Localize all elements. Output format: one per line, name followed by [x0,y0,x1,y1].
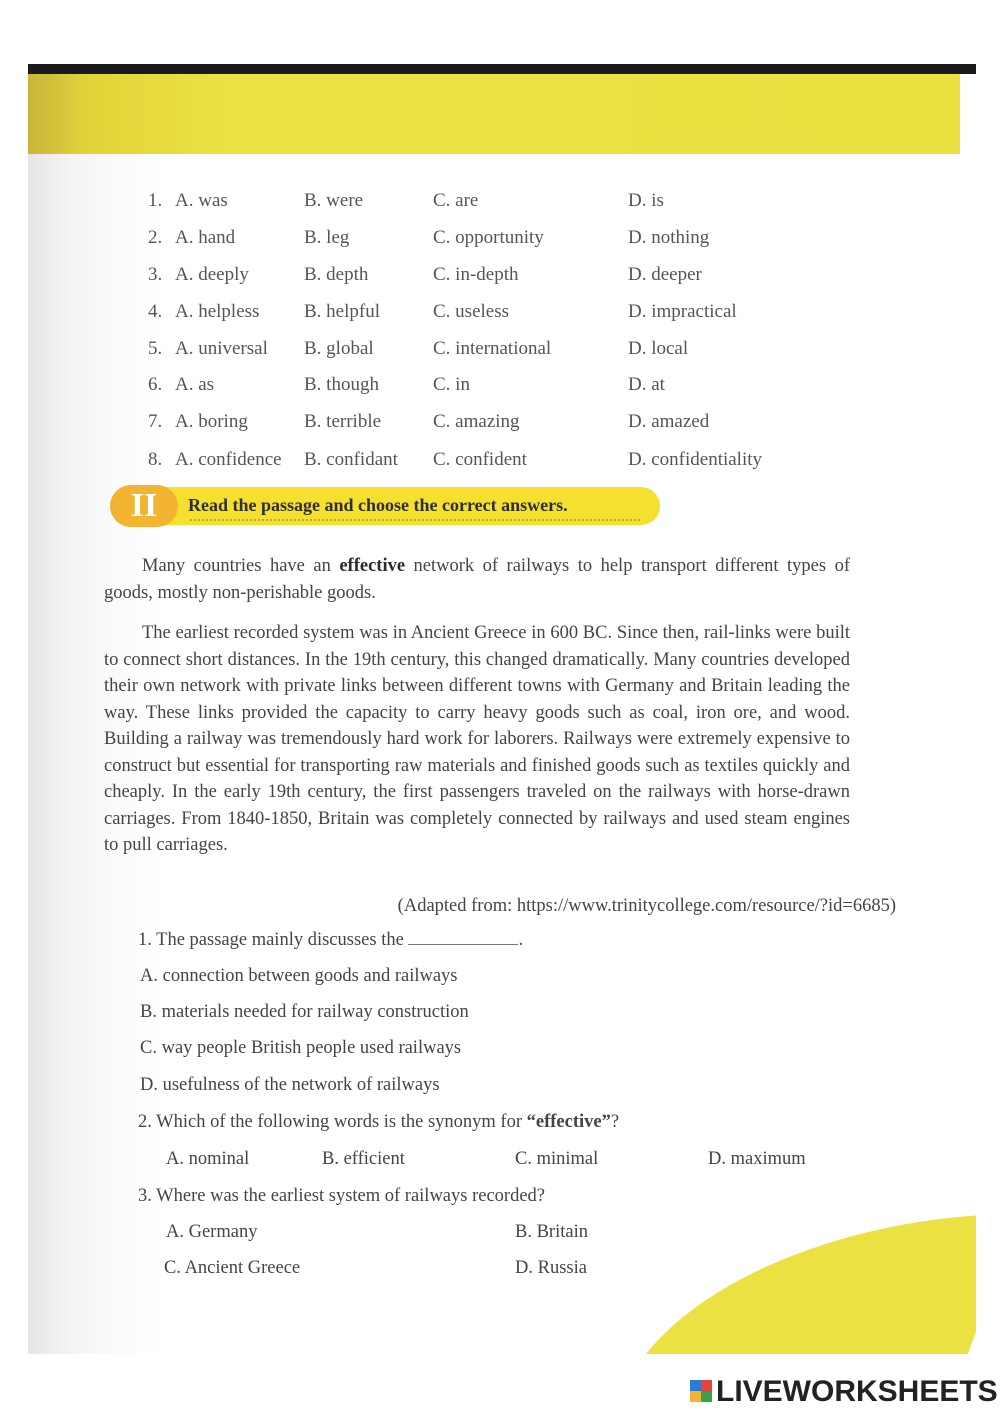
liveworksheets-logo-icon [690,1380,712,1402]
question-1-stem [138,930,523,951]
option-b[interactable]: B. confidant [304,449,398,470]
question-3-option-a[interactable]: A. Germany [166,1222,258,1242]
option-a[interactable]: A. confidence [175,449,282,470]
question-3-option-c[interactable]: C. Ancient Greece [164,1258,301,1278]
option-c[interactable]: C. useless [433,301,509,322]
option-a[interactable]: A. as [175,374,215,395]
question-3-stem: 3. Where was the earliest system of railways recorded? [138,1186,546,1206]
option-c[interactable]: C. amazing [433,411,520,432]
passage-text: Many countries have an [142,556,340,576]
option-b[interactable]: B. leg [304,227,350,248]
option-b[interactable]: B. depth [304,264,369,285]
item-number: 7. [148,411,163,432]
option-d[interactable]: D. impractical [628,301,737,322]
option-a[interactable]: A. was [175,190,228,211]
option-d[interactable]: D. nothing [628,227,710,248]
item-number: 4. [148,301,163,322]
option-a[interactable]: A. hand [175,227,236,248]
question-text: 2. Which of the following words is the synonym for [138,1112,527,1132]
item-number: 8. [148,449,163,470]
option-c[interactable]: C. international [433,338,552,359]
section-banner [110,487,660,525]
option-c[interactable]: C. confident [433,449,527,470]
bottom-decoration [623,1214,976,1354]
item-number: 1. [148,190,163,211]
option-c[interactable]: C. opportunity [433,227,544,248]
passage-paragraph-1 [104,553,850,606]
header-band [28,74,960,154]
question-bold-word: “effective” [526,1112,611,1132]
passage-bold-word: effective [339,556,406,576]
answer-blank[interactable] [408,930,518,945]
question-1-option-c[interactable]: C. way people British people used railways [140,1038,462,1058]
question-1-option-d[interactable]: D. usefulness of the network of railways [140,1075,440,1095]
question-2-option-c[interactable]: C. minimal [515,1149,599,1169]
question-2-option-a[interactable]: A. nominal [166,1149,250,1169]
passage-paragraph-2: The earliest recorded system was in Ancient Greece in 600 BC. Since then, rail-links were built to connect short distances. In the 19th century, this changed dramatically. Many countries developed their own network with private links between different towns with Germany and Britain leading the way. These links provided the capacity to carry heavy goods such as coal, iron ore, and wood. Building a railway was tremendously hard work for laborers. Railways were extremely expensive to construct but essential for transporting raw materials and finished goods such as textiles quickly and cheaply. In the early 19th century, the first passengers traveled on the railways with horse-drawn carriages. From 1840-1850, Britain was completely connected by railways and used steam engines to pull carriages. [104,623,850,855]
passage-source: (Adapted from: https://www.trinitycollege.com/resource/?id=6685) [397,896,896,916]
option-b[interactable]: B. helpful [304,301,380,322]
section-badge: II [110,485,178,527]
item-number: 3. [148,264,163,285]
option-a[interactable]: A. deeply [175,264,249,285]
option-d[interactable]: D. at [628,374,665,395]
option-d[interactable]: D. deeper [628,264,702,285]
top-rule [28,64,976,74]
item-number: 2. [148,227,163,248]
option-d[interactable]: D. amazed [628,411,710,432]
passage-text: network of railways to help transport different types of goods, mostly non-perishable goods. [104,556,850,603]
item-number: 5. [148,338,163,359]
option-b[interactable]: B. terrible [304,411,382,432]
option-c[interactable]: C. are [433,190,479,211]
option-a[interactable]: A. helpless [175,301,260,322]
question-3-option-d[interactable]: D. Russia [515,1258,587,1278]
question-2-option-d[interactable]: D. maximum [708,1149,806,1169]
option-b[interactable]: B. though [304,374,379,395]
option-c[interactable]: C. in [433,374,470,395]
question-3-option-b[interactable]: B. Britain [515,1222,588,1242]
item-number: 6. [148,374,163,395]
option-b[interactable]: B. global [304,338,374,359]
option-b[interactable]: B. were [304,190,364,211]
option-c[interactable]: C. in-depth [433,264,519,285]
option-d[interactable]: D. local [628,338,689,359]
question-2-option-b[interactable]: B. efficient [322,1149,405,1169]
question-text: 1. The passage mainly discusses the [138,930,404,950]
option-d[interactable]: D. confidentiality [628,449,763,470]
option-a[interactable]: A. universal [175,338,268,359]
option-d[interactable]: D. is [628,190,664,211]
question-2-stem [138,1112,619,1133]
section-instruction: Read the passage and choose the correct answers. [188,495,568,515]
banner-dotted-rule [190,519,640,521]
question-end: . [518,930,524,950]
option-a[interactable]: A. boring [175,411,248,432]
question-1-option-a[interactable]: A. connection between goods and railways [140,966,458,986]
question-1-option-b[interactable]: B. materials needed for railway construction [140,1002,469,1022]
liveworksheets-watermark: LIVEWORKSHEETS [716,1375,998,1408]
question-end: ? [610,1112,620,1132]
